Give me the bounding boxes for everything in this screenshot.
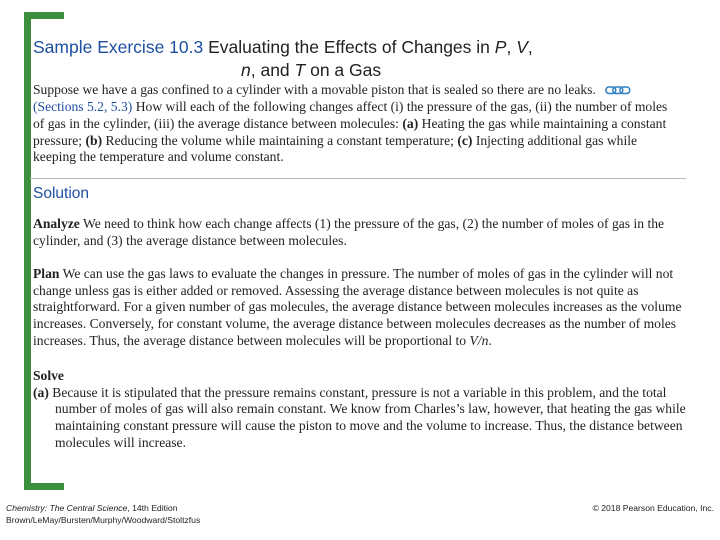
problem-intro: Suppose we have a gas confined to a cylinder with a movable piston that is sealed so there are no leaks. <box>33 82 596 97</box>
plan-ratio: V/n <box>469 332 489 348</box>
solve-a-text: Because it is stipulated that the pressure remains constant, pressure is not a variable in this problem, and the total number of moles of gas will also remain constant. We know from Charles’s law, however, that heating the gas while maintaining constant pressure will cause the piston to move and the volume to increase. Thus, the distance between molecules will increase. <box>48 384 686 450</box>
problem-statement <box>33 82 668 166</box>
title-sep-2: , <box>527 37 533 57</box>
footer-authors: Brown/LeMay/Bursten/Murphy/Woodward/Stoltzfus <box>6 515 201 525</box>
solve-part-a <box>33 385 698 452</box>
green-bracket-bar <box>24 12 31 490</box>
analyze-paragraph <box>33 216 698 249</box>
part-a-label: (a) <box>402 115 419 131</box>
analyze-label: Analyze <box>33 216 80 231</box>
solve-section <box>33 368 698 452</box>
title-text-1: Evaluating the Effects of Changes in <box>203 37 495 57</box>
plan-label: Plan <box>33 266 60 281</box>
analyze-text: We need to think how each change affects (1) the pressure of the gas, (2) the number of moles of gas in the cylinder, and (3) the average distance between molecules. <box>33 216 665 248</box>
plan-end: . <box>488 332 492 348</box>
plan-paragraph <box>33 266 698 350</box>
plan-text: We can use the gas laws to evaluate the changes in pressure. The number of moles of gas in the cylinder will not change unless gas is either added or removed. Assessing the average distance between molecules is not quite as straightforward. For a given number of gas molecules, the average distance between molecules increases as the volume increases. Conversely, for constant volume, the average distance between molecules decreases as the number of moles increases. Thus, the average distance between molecules will be proportional to <box>33 266 682 348</box>
solve-label: Solve <box>33 368 64 383</box>
title-var-v: V <box>516 37 528 57</box>
chain-link-icon[interactable] <box>605 83 631 100</box>
solve-a-label: (a) <box>33 384 49 400</box>
book-title: Chemistry: The Central Science <box>6 503 128 513</box>
part-a-text: Heating the gas while maintaining a constant pressure; <box>33 115 667 148</box>
slide-title <box>33 36 673 82</box>
title-sep-1: , <box>506 37 517 57</box>
green-bracket-bottom <box>24 483 64 490</box>
footer-citation <box>6 502 200 526</box>
sections-reference-link[interactable]: (Sections 5.2, 5.3) <box>33 99 133 115</box>
footer-copyright: © 2018 Pearson Education, Inc. <box>592 503 714 513</box>
title-var-t: T <box>294 60 306 80</box>
title-text-2: on a Gas <box>305 60 382 80</box>
problem-question: How will each of the following changes affect (i) the pressure of the gas, (ii) the number of moles of gas in the cylinder, (iii) the average distance between molecules: <box>33 99 668 131</box>
part-b-text: Reducing the volume while maintaining a constant temperature; <box>102 132 458 148</box>
book-edition: , 14th Edition <box>127 503 178 513</box>
title-var-p: P <box>494 37 507 57</box>
part-c-label: (c) <box>457 132 473 148</box>
divider <box>30 178 686 179</box>
part-c-text: Injecting additional gas while keeping the temperature and volume constant. <box>33 132 638 165</box>
exercise-number: Sample Exercise 10.3 <box>33 37 204 57</box>
title-line-2 <box>33 59 673 82</box>
solution-heading: Solution <box>33 185 90 202</box>
part-b-label: (b) <box>85 132 103 148</box>
green-bracket-top <box>24 12 64 19</box>
footer-book-line <box>6 502 200 514</box>
title-and: , and <box>250 60 295 80</box>
title-var-n: n <box>241 60 251 80</box>
